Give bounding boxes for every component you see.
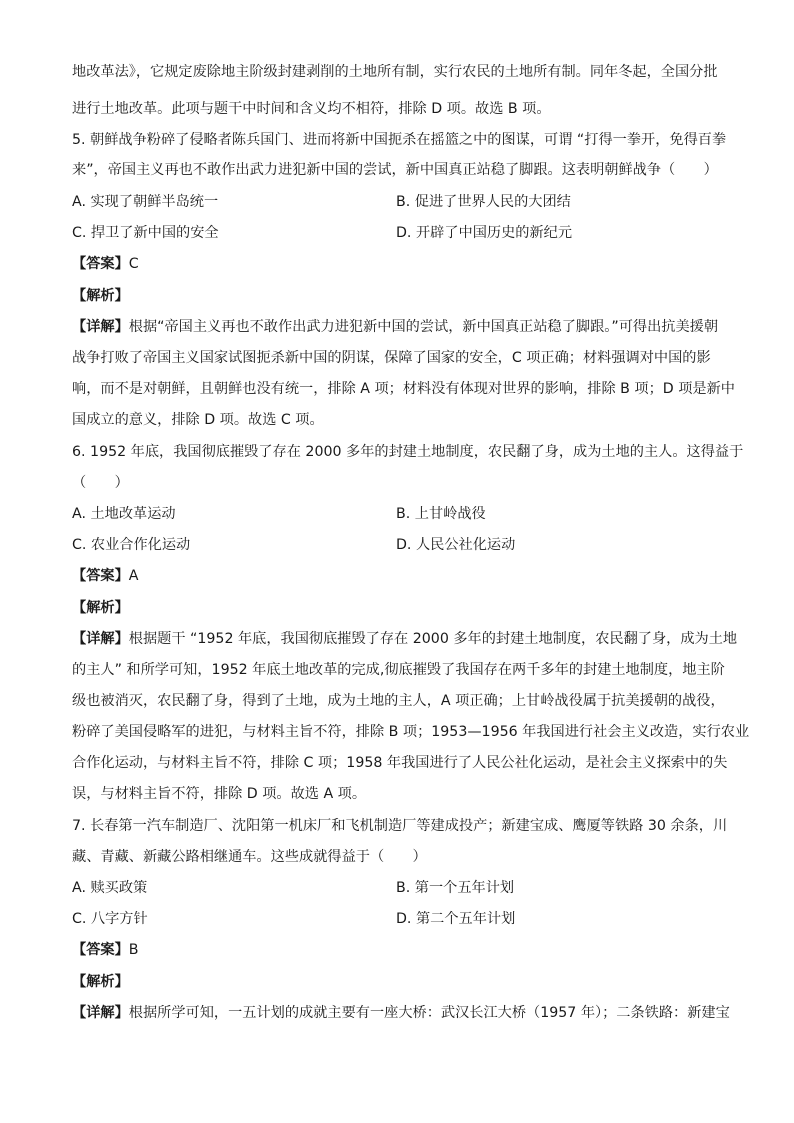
option-c: C. 捍卫了新中国的安全 <box>72 225 219 241</box>
question-5-stem: 来”，帝国主义再也不敢作出武力进犯新中国的尝试，新中国真正站稳了脚跟。这表明朝鲜战争（ ） <box>72 162 718 178</box>
explanation-line <box>72 317 718 337</box>
answer-tag: 【答案】 <box>72 942 129 958</box>
option-d: D. 人民公社化运动 <box>396 537 516 553</box>
explanation-tag: 【详解】 <box>72 1005 129 1021</box>
explanation-tag: 【详解】 <box>72 631 129 647</box>
option-b: B. 上甘岭战役 <box>396 506 486 522</box>
answer-line <box>72 940 139 960</box>
option-c: C. 八字方针 <box>72 911 148 927</box>
option-c: C. 农业合作化运动 <box>72 537 191 553</box>
explanation-text: 根据题干 “1952 年底，我国彻底摧毁了存在 2000 多年的封建土地制度，农民翻了身，成为土地 <box>128 631 738 647</box>
answer-tag: 【答案】 <box>72 256 129 272</box>
explanation-line <box>72 629 737 649</box>
explanation-text: 国成立的意义，排除 D 项。故选 C 项。 <box>72 412 324 428</box>
option-b: B. 促进了世界人民的大团结 <box>396 194 571 210</box>
explanation-line <box>72 1003 730 1023</box>
option-d: D. 第二个五年计划 <box>396 911 516 927</box>
question-6-stem: 6. 1952 年底，我国彻底摧毁了存在 2000 多年的封建土地制度，农民翻了身，成为土地的主人。这得益于 <box>72 444 744 460</box>
question-7-stem: 7. 长春第一汽车制造厂、沈阳第一机床厂和飞机制造厂等建成投产；新建宝成、鹰厦等铁路 30 余条，川 <box>72 818 728 834</box>
explanation-text: 误，与材料主旨不符，排除 D 项。故选 A 项。 <box>72 786 367 802</box>
answer-line <box>72 566 138 586</box>
analysis-tag: 【解析】 <box>72 974 129 990</box>
option-a: A. 土地改革运动 <box>72 506 176 522</box>
answer-value: B <box>128 942 139 958</box>
explanation-text: 合作化运动，与材料主旨不符，排除 C 项；1958 年我国进行了人民公社化运动，是社会主义探索中的失 <box>72 755 728 771</box>
question-7-stem: 藏、青藏、新藏公路相继通车。这些成就得益于（ ） <box>72 849 427 865</box>
explanation-text: 的主人” 和所学可知，1952 年底土地改革的完成,彻底摧毁了我国存在两千多年的封建土地制度，地主阶 <box>72 662 725 678</box>
answer-value: A <box>128 568 139 584</box>
question-5-stem: 5. 朝鲜战争粉碎了侵略者陈兵国门、进而将新中国扼杀在摇篮之中的图谋，可谓 “打得一拳开，免得百拳 <box>72 132 727 148</box>
explanation-text: 根据所学可知，一五计划的成就主要有一座大桥：武汉长江大桥（1957 年）；二条铁路：新建宝 <box>128 1005 730 1021</box>
option-b: B. 第一个五年计划 <box>396 880 515 896</box>
text-line: 进行土地改革。此项与题干中时间和含义均不相符，排除 D 项。故选 B 项。 <box>72 101 551 117</box>
option-a: A. 实现了朝鲜半岛统一 <box>72 194 219 210</box>
explanation-text: 级也被消灭，农民翻了身，得到了土地，成为土地的主人，A 项正确；上甘岭战役属于抗美援朝的战役， <box>72 693 725 709</box>
option-d: D. 开辟了中国历史的新纪元 <box>396 225 573 241</box>
explanation-tag: 【详解】 <box>72 319 129 335</box>
answer-tag: 【答案】 <box>72 568 129 584</box>
explanation-text: 粉碎了美国侵略军的进犯，与材料主旨不符，排除 B 项；1953—1956 年我国进行社会主义改造，实行农业 <box>72 724 750 740</box>
explanation-text: 战争打败了帝国主义国家试图扼杀新中国的阴谋，保障了国家的安全，C 项正确；材料强调对中国的影 <box>72 350 711 366</box>
explanation-text: 响，而不是对朝鲜，且朝鲜也没有统一，排除 A 项；材料没有体现对世界的影响，排除 B 项；D 项是新中 <box>72 381 735 397</box>
text-line: 地改革法》，它规定废除地主阶级封建剥削的土地所有制，实行农民的土地所有制。同年冬起，全国分批 <box>72 64 718 80</box>
analysis-tag: 【解析】 <box>72 288 129 304</box>
question-6-stem: （ ） <box>72 475 129 491</box>
answer-value: C <box>128 256 139 272</box>
answer-line <box>72 254 139 274</box>
analysis-tag: 【解析】 <box>72 600 129 616</box>
explanation-text: 根据“帝国主义再也不敢作出武力进犯新中国的尝试，新中国真正站稳了脚跟。”可得出抗美援朝 <box>128 319 719 335</box>
option-a: A. 赎买政策 <box>72 880 148 896</box>
